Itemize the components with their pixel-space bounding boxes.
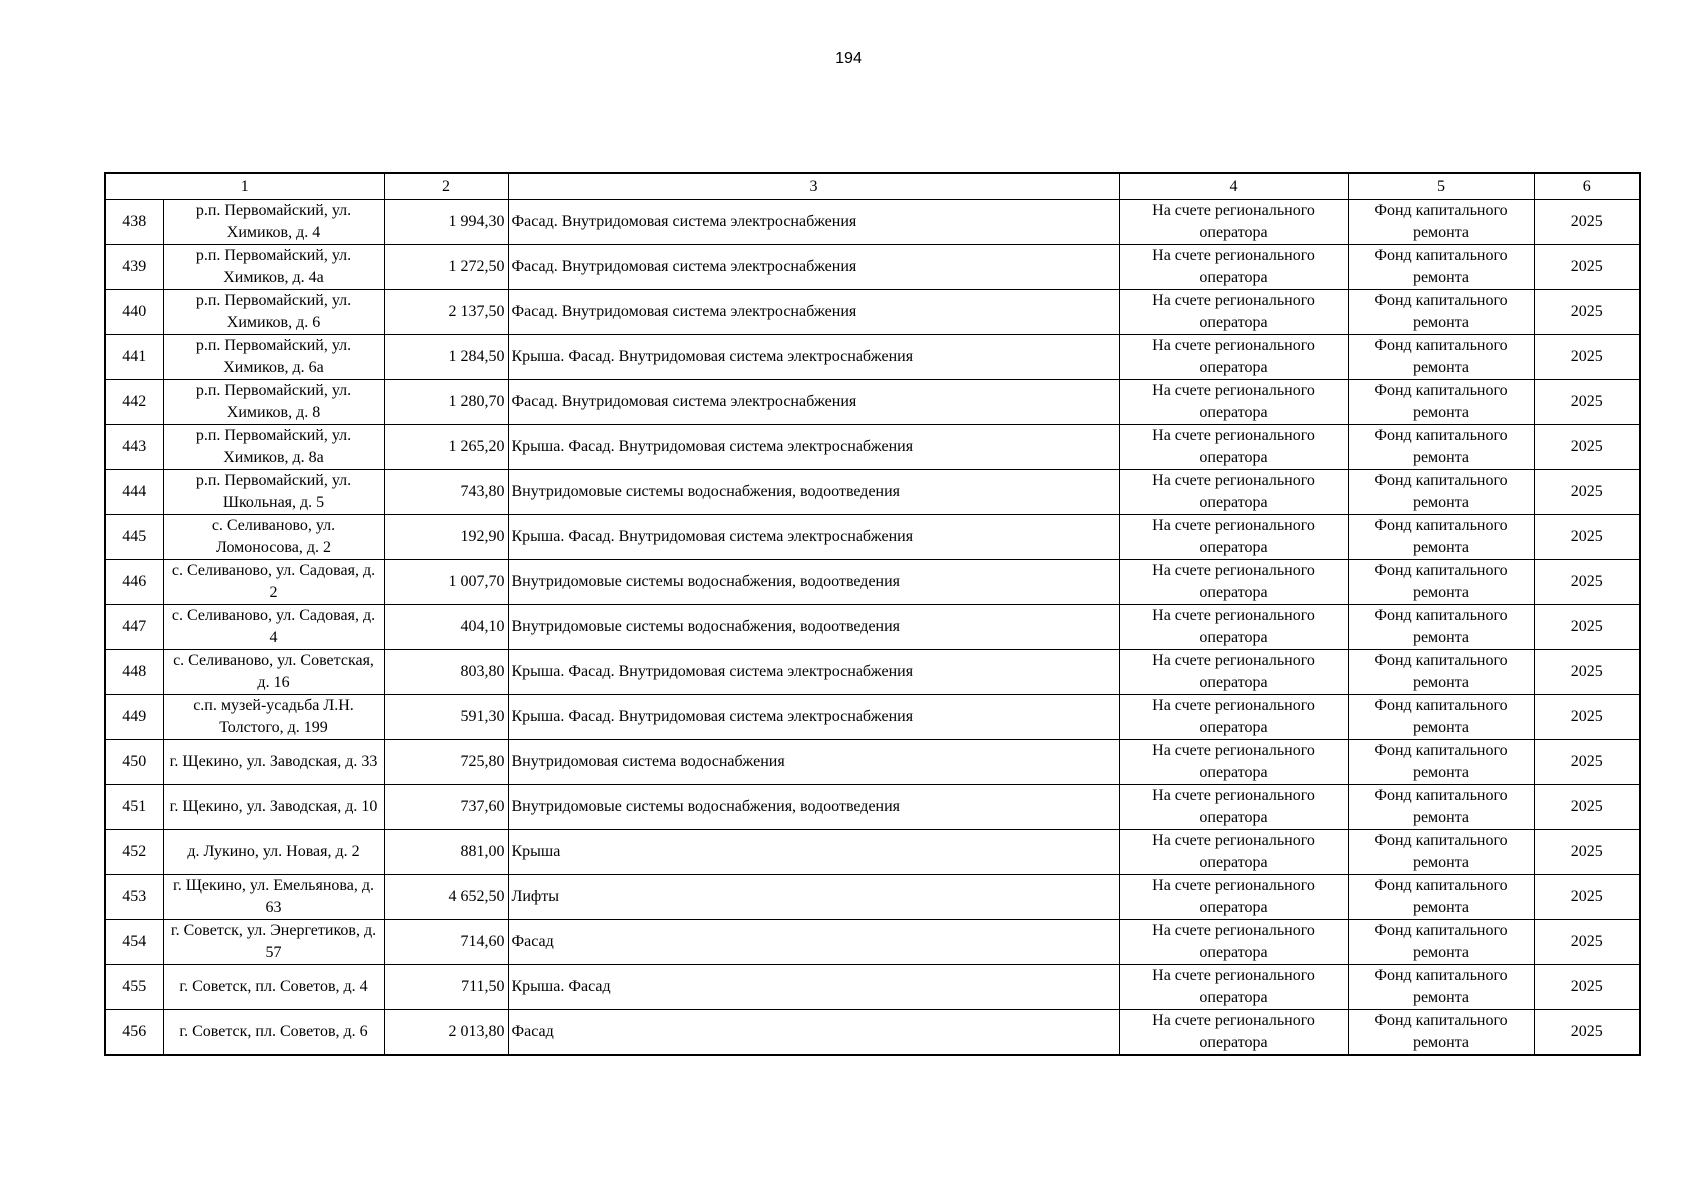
row-number: 440	[105, 290, 163, 335]
account-cell: На счете регионального оператора	[1119, 380, 1348, 425]
works-cell: Внутридомовые системы водоснабжения, водоотведения	[508, 470, 1119, 515]
year-cell: 2025	[1534, 695, 1640, 740]
works-cell: Крыша. Фасад. Внутридомовая система электроснабжения	[508, 515, 1119, 560]
table-row	[105, 830, 1640, 875]
works-cell: Крыша. Фасад. Внутридомовая система электроснабжения	[508, 425, 1119, 470]
area-cell: 1 994,30	[384, 200, 508, 245]
table-row	[105, 245, 1640, 290]
row-number: 438	[105, 200, 163, 245]
area-cell: 1 007,70	[384, 560, 508, 605]
row-number: 445	[105, 515, 163, 560]
column-header-4: 4	[1119, 173, 1348, 200]
funding-source-cell: Фонд капитального ремонта	[1348, 380, 1534, 425]
funding-source-cell: Фонд капитального ремонта	[1348, 740, 1534, 785]
row-number: 456	[105, 1010, 163, 1056]
column-header-3: 3	[508, 173, 1119, 200]
table-row	[105, 290, 1640, 335]
row-number: 455	[105, 965, 163, 1010]
funding-source-cell: Фонд капитального ремонта	[1348, 830, 1534, 875]
area-cell: 2 013,80	[384, 1010, 508, 1056]
works-cell: Фасад	[508, 1010, 1119, 1056]
account-cell: На счете регионального оператора	[1119, 515, 1348, 560]
area-cell: 881,00	[384, 830, 508, 875]
area-cell: 725,80	[384, 740, 508, 785]
area-cell: 591,30	[384, 695, 508, 740]
table-row	[105, 740, 1640, 785]
year-cell: 2025	[1534, 380, 1640, 425]
row-number: 444	[105, 470, 163, 515]
works-cell: Лифты	[508, 875, 1119, 920]
year-cell: 2025	[1534, 470, 1640, 515]
capital-repair-table	[104, 172, 1641, 1056]
area-cell: 737,60	[384, 785, 508, 830]
row-number: 451	[105, 785, 163, 830]
account-cell: На счете регионального оператора	[1119, 560, 1348, 605]
row-number: 443	[105, 425, 163, 470]
address-cell: р.п. Первомайский, ул. Химиков, д. 6а	[163, 335, 384, 380]
year-cell: 2025	[1534, 830, 1640, 875]
account-cell: На счете регионального оператора	[1119, 695, 1348, 740]
page-number: 194	[835, 50, 862, 67]
works-cell: Фасад. Внутридомовая система электроснабжения	[508, 380, 1119, 425]
row-number: 450	[105, 740, 163, 785]
row-number: 447	[105, 605, 163, 650]
address-cell: г. Советск, ул. Энергетиков, д. 57	[163, 920, 384, 965]
table-row	[105, 515, 1640, 560]
area-cell: 1 265,20	[384, 425, 508, 470]
account-cell: На счете регионального оператора	[1119, 650, 1348, 695]
account-cell: На счете регионального оператора	[1119, 785, 1348, 830]
column-header-5: 5	[1348, 173, 1534, 200]
area-cell: 743,80	[384, 470, 508, 515]
year-cell: 2025	[1534, 200, 1640, 245]
address-cell: д. Лукино, ул. Новая, д. 2	[163, 830, 384, 875]
works-cell: Фасад. Внутридомовая система электроснабжения	[508, 290, 1119, 335]
funding-source-cell: Фонд капитального ремонта	[1348, 290, 1534, 335]
funding-source-cell: Фонд капитального ремонта	[1348, 875, 1534, 920]
account-cell: На счете регионального оператора	[1119, 290, 1348, 335]
area-cell: 1 272,50	[384, 245, 508, 290]
area-cell: 803,80	[384, 650, 508, 695]
funding-source-cell: Фонд капитального ремонта	[1348, 425, 1534, 470]
year-cell: 2025	[1534, 605, 1640, 650]
row-number: 454	[105, 920, 163, 965]
year-cell: 2025	[1534, 965, 1640, 1010]
year-cell: 2025	[1534, 650, 1640, 695]
row-number: 442	[105, 380, 163, 425]
works-cell: Крыша	[508, 830, 1119, 875]
table-row	[105, 1010, 1640, 1056]
address-cell: р.п. Первомайский, ул. Химиков, д. 8а	[163, 425, 384, 470]
works-cell: Крыша. Фасад. Внутридомовая система электроснабжения	[508, 335, 1119, 380]
row-number: 441	[105, 335, 163, 380]
year-cell: 2025	[1534, 740, 1640, 785]
account-cell: На счете регионального оператора	[1119, 875, 1348, 920]
table-row	[105, 380, 1640, 425]
year-cell: 2025	[1534, 290, 1640, 335]
column-header-2: 2	[384, 173, 508, 200]
account-cell: На счете регионального оператора	[1119, 425, 1348, 470]
table-row	[105, 695, 1640, 740]
table-row	[105, 785, 1640, 830]
works-cell: Крыша. Фасад. Внутридомовая система электроснабжения	[508, 695, 1119, 740]
table-row	[105, 605, 1640, 650]
year-cell: 2025	[1534, 875, 1640, 920]
year-cell: 2025	[1534, 515, 1640, 560]
account-cell: На счете регионального оператора	[1119, 1010, 1348, 1056]
funding-source-cell: Фонд капитального ремонта	[1348, 695, 1534, 740]
year-cell: 2025	[1534, 920, 1640, 965]
funding-source-cell: Фонд капитального ремонта	[1348, 965, 1534, 1010]
address-cell: с. Селиваново, ул. Садовая, д. 4	[163, 605, 384, 650]
funding-source-cell: Фонд капитального ремонта	[1348, 560, 1534, 605]
funding-source-cell: Фонд капитального ремонта	[1348, 470, 1534, 515]
row-number: 439	[105, 245, 163, 290]
account-cell: На счете регионального оператора	[1119, 470, 1348, 515]
row-number: 446	[105, 560, 163, 605]
address-cell: р.п. Первомайский, ул. Химиков, д. 4а	[163, 245, 384, 290]
table-body	[105, 200, 1640, 1056]
table-row	[105, 335, 1640, 380]
row-number: 452	[105, 830, 163, 875]
funding-source-cell: Фонд капитального ремонта	[1348, 515, 1534, 560]
year-cell: 2025	[1534, 1010, 1640, 1056]
address-cell: г. Щекино, ул. Заводская, д. 33	[163, 740, 384, 785]
address-cell: г. Советск, пл. Советов, д. 4	[163, 965, 384, 1010]
area-cell: 192,90	[384, 515, 508, 560]
table-row	[105, 650, 1640, 695]
address-cell: г. Щекино, ул. Заводская, д. 10	[163, 785, 384, 830]
account-cell: На счете регионального оператора	[1119, 335, 1348, 380]
works-cell: Внутридомовые системы водоснабжения, водоотведения	[508, 560, 1119, 605]
address-cell: г. Щекино, ул. Емельянова, д. 63	[163, 875, 384, 920]
works-cell: Внутридомовые системы водоснабжения, водоотведения	[508, 785, 1119, 830]
address-cell: с.п. музей-усадьба Л.Н. Толстого, д. 199	[163, 695, 384, 740]
funding-source-cell: Фонд капитального ремонта	[1348, 1010, 1534, 1056]
table-row	[105, 560, 1640, 605]
year-cell: 2025	[1534, 245, 1640, 290]
funding-source-cell: Фонд капитального ремонта	[1348, 920, 1534, 965]
funding-source-cell: Фонд капитального ремонта	[1348, 245, 1534, 290]
header-row	[105, 173, 1640, 200]
area-cell: 4 652,50	[384, 875, 508, 920]
address-cell: р.п. Первомайский, ул. Химиков, д. 6	[163, 290, 384, 335]
funding-source-cell: Фонд капитального ремонта	[1348, 785, 1534, 830]
year-cell: 2025	[1534, 785, 1640, 830]
account-cell: На счете регионального оператора	[1119, 245, 1348, 290]
table-row	[105, 470, 1640, 515]
table-row	[105, 425, 1640, 470]
account-cell: На счете регионального оператора	[1119, 740, 1348, 785]
funding-source-cell: Фонд капитального ремонта	[1348, 605, 1534, 650]
area-cell: 714,60	[384, 920, 508, 965]
year-cell: 2025	[1534, 560, 1640, 605]
table-row	[105, 875, 1640, 920]
column-header-1: 1	[105, 173, 384, 200]
account-cell: На счете регионального оператора	[1119, 830, 1348, 875]
table-row	[105, 965, 1640, 1010]
works-cell: Внутридомовые системы водоснабжения, водоотведения	[508, 605, 1119, 650]
works-cell: Фасад. Внутридомовая система электроснабжения	[508, 245, 1119, 290]
row-number: 449	[105, 695, 163, 740]
row-number: 453	[105, 875, 163, 920]
address-cell: р.п. Первомайский, ул. Химиков, д. 4	[163, 200, 384, 245]
table-row	[105, 920, 1640, 965]
works-cell: Внутридомовая система водоснабжения	[508, 740, 1119, 785]
works-cell: Фасад. Внутридомовая система электроснабжения	[508, 200, 1119, 245]
works-cell: Фасад	[508, 920, 1119, 965]
address-cell: р.п. Первомайский, ул. Школьная, д. 5	[163, 470, 384, 515]
column-header-6: 6	[1534, 173, 1640, 200]
year-cell: 2025	[1534, 425, 1640, 470]
year-cell: 2025	[1534, 335, 1640, 380]
account-cell: На счете регионального оператора	[1119, 920, 1348, 965]
table-row	[105, 200, 1640, 245]
funding-source-cell: Фонд капитального ремонта	[1348, 200, 1534, 245]
address-cell: с. Селиваново, ул. Садовая, д. 2	[163, 560, 384, 605]
area-cell: 1 280,70	[384, 380, 508, 425]
address-cell: с. Селиваново, ул. Советская, д. 16	[163, 650, 384, 695]
area-cell: 1 284,50	[384, 335, 508, 380]
area-cell: 2 137,50	[384, 290, 508, 335]
works-cell: Крыша. Фасад	[508, 965, 1119, 1010]
address-cell: г. Советск, пл. Советов, д. 6	[163, 1010, 384, 1056]
account-cell: На счете регионального оператора	[1119, 200, 1348, 245]
address-cell: с. Селиваново, ул. Ломоносова, д. 2	[163, 515, 384, 560]
account-cell: На счете регионального оператора	[1119, 965, 1348, 1010]
area-cell: 404,10	[384, 605, 508, 650]
funding-source-cell: Фонд капитального ремонта	[1348, 335, 1534, 380]
address-cell: р.п. Первомайский, ул. Химиков, д. 8	[163, 380, 384, 425]
funding-source-cell: Фонд капитального ремонта	[1348, 650, 1534, 695]
area-cell: 711,50	[384, 965, 508, 1010]
works-cell: Крыша. Фасад. Внутридомовая система электроснабжения	[508, 650, 1119, 695]
row-number: 448	[105, 650, 163, 695]
account-cell: На счете регионального оператора	[1119, 605, 1348, 650]
